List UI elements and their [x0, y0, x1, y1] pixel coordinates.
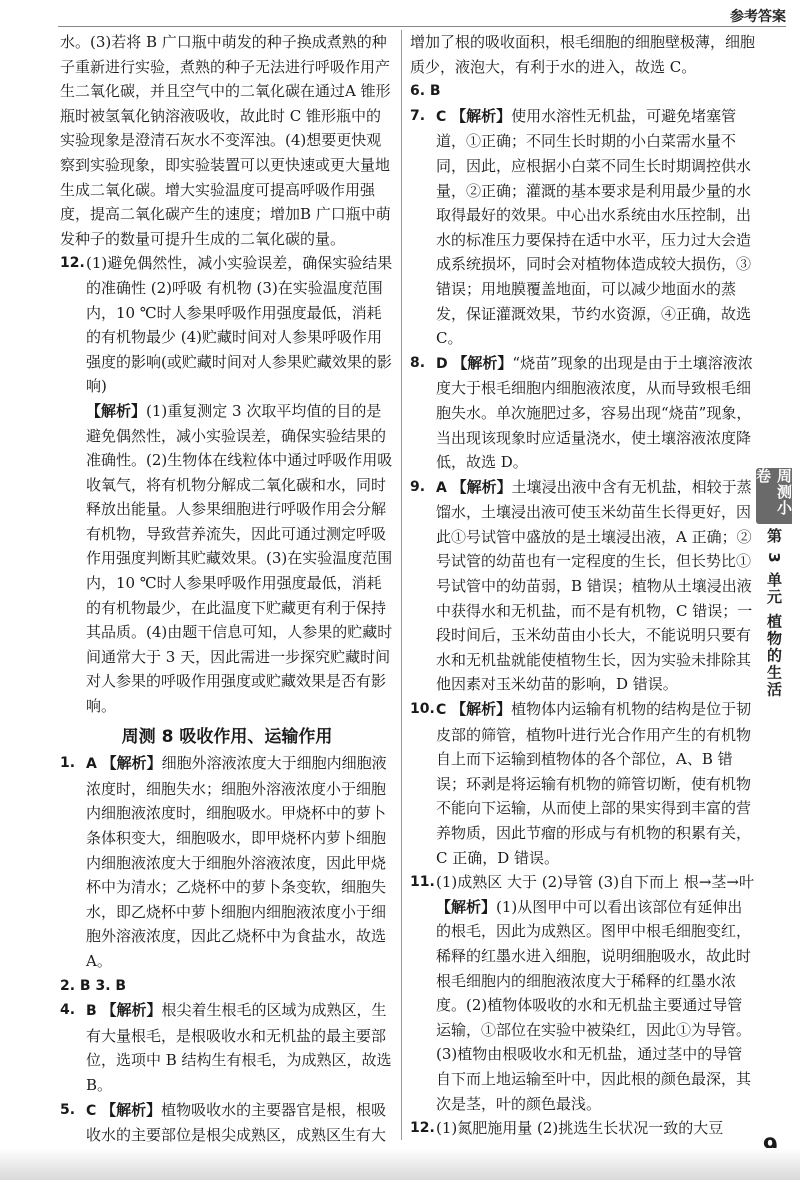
q8-jiexi: “烧苗”现象的出现是由于土壤溶液浓度大于根毛细胞内细胞液浓度，从而导致根毛细胞失水。单次施肥过多，容易出现“烧苗”现象，当出现该现象时应适量浇水，使土壤溶液浓度降低，故选 D。 [436, 353, 753, 472]
q1-answer: A [86, 756, 97, 773]
page-header-title: 参考答案 [730, 9, 786, 25]
q10-answer: C [436, 702, 447, 719]
q7-answer: C [436, 108, 447, 125]
q4-jiexi: 根尖着生根毛的区域为成熟区，生有大量根毛，是根吸收水和无机盐的最主要部位，选项中 B 结构生有根毛，为成熟区，故选 B。 [86, 1001, 392, 1094]
q4-jiexi-label: 【解析】 [101, 1001, 162, 1020]
left-column [60, 30, 394, 1172]
q5-continuation: 增加了根的吸收面积，根毛细胞的细胞壁极薄，细胞质少，液泡大，有利于水的进入，故选 C。 [410, 33, 756, 76]
q2-q3-answers: 2. B 3. B [60, 977, 127, 994]
q8-number: 8. [410, 354, 426, 371]
q1-jiexi-label: 【解析】 [101, 754, 162, 773]
q7-number: 7. [410, 107, 426, 124]
q5-jiexi: 植物吸收水的主要器官是根，根吸收水的主要部位是根尖成熟区，成熟区生有大 [86, 1100, 387, 1145]
section-title: 周测 8 吸收作用、运输作用 [121, 726, 333, 747]
q12b-answer: (1)氮肥施用量 (2)挑选生长状况一致的大豆 [436, 1119, 724, 1138]
q4-item [60, 998, 394, 1097]
q12b-item [410, 1116, 756, 1141]
side-tab-label: 周测小卷 [756, 468, 792, 524]
q9-answer: A [436, 479, 447, 496]
q8-item [410, 351, 756, 475]
q5-answer: C [86, 1102, 97, 1119]
right-column [410, 30, 756, 1141]
q10-jiexi: 植物体内运输有机物的结构是位于韧皮部的筛管，植物叶进行光合作用产生的有机物自上而下运输到植物体的各个部位，A、B 错误；环剥是将运输有机物的筛管切断，使有机物不能向下运输，从而使上部的果实得到丰富的营养物质，因此节瘤的形成与有机物的积累有关，C 正确，D 错误。 [436, 700, 752, 867]
q9-jiexi: 土壤浸出液中含有无机盐，相较于蒸馏水，土壤浸出液可使玉米幼苗生长得更好，因此①号试管中盛放的是土壤浸出液，A 正确；②号试管的幼苗也有一定程度的生长，但长势比①号试管中的幼苗弱，B 错误；植物从土壤浸出液中获得水和无机盐，而不是有机物，C 错误；一段时间后，玉米幼苗由小长大，不能说明只要有水和无机盐就能使植物生长，因为实验未排除其他因素对玉米幼苗的影响，D 错误。 [436, 477, 753, 694]
q5-number: 5. [60, 1101, 76, 1118]
q11-answer: (1)成熟区 大于 (2)导管 (3)自下而上 根→茎→叶 [436, 873, 754, 892]
q10-item [410, 697, 756, 870]
q12b-number: 12. [410, 1120, 435, 1137]
q1-item [60, 751, 394, 973]
q10-number: 10. [410, 701, 435, 718]
q7-item [410, 104, 756, 351]
q11-jiexi: (1)从图甲中可以看出该部位有延伸出的根毛，因此为成熟区。图甲中根毛细胞变红，稀释的红墨水进入细胞，说明细胞吸水，故此时根毛细胞内的细胞液浓度大于稀释的红墨水浓度。(2)植物体吸收的水和无机盐主要通过导管运输，①部位在实验中被染红，因此①为导管。(3)植物由根吸收水和无机盐，通过茎中的导管自下而上地运输至叶中，因此根的颜色最深，其次是茎，叶的颜色最浅。 [436, 897, 752, 1113]
q4-number: 4. [60, 1002, 76, 1019]
q5-jiexi-label: 【解析】 [101, 1100, 162, 1119]
q8-answer: D [436, 355, 448, 372]
side-tab-unit: 第 3 单元 植物的生活 [765, 528, 783, 699]
bottom-shadow [0, 1148, 800, 1180]
q11-continuation: 水。(3)若将 B 广口瓶中萌发的种子换成煮熟的种子重新进行实验，煮熟的种子无法进行呼吸作用产生二氧化碳，并且空气中的二氧化碳在通过A 锥形瓶时被氢氧化钠溶液吸收，故此时 C 锥形瓶中的实验现象是澄清石灰水不变浑浊。(4)想要更快观察到实验现象，即实验装置可以更快速或更大量地生成二氧化碳。增大实验温度可提高呼吸作用强度，提高二氧化碳产生的速度；增加B 广口瓶中萌发种子的数量可提升生成的二氧化碳的量。 [60, 33, 391, 248]
q12-answer: (1)避免偶然性，减小实验误差，确保实验结果的准确性 (2)呼吸 有机物 (3)在实验温度范围内，10 ℃时人参果呼吸作用强度最低，消耗的有机物最少 (4)贮藏时间对人参果呼吸作用强度的影响(或贮藏时间对人参果贮藏效果的影响) [86, 254, 393, 396]
q7-jiexi-label: 【解析】 [451, 106, 512, 125]
q11-jiexi-label: 【解析】 [436, 897, 497, 916]
column-divider [401, 30, 402, 1140]
q12-number: 12. [60, 255, 85, 272]
q9-item [410, 475, 756, 697]
q8-jiexi-label: 【解析】 [452, 353, 513, 372]
q4-answer: B [86, 1003, 97, 1020]
q9-jiexi-label: 【解析】 [451, 477, 512, 496]
q12-item [60, 251, 394, 718]
q12-jiexi-label: 【解析】 [86, 401, 147, 420]
q11-item [410, 870, 756, 1116]
q10-jiexi-label: 【解析】 [451, 700, 512, 719]
header-rule [58, 26, 786, 27]
q1-jiexi: 细胞外溶液浓度大于细胞内细胞液浓度时，细胞失水；细胞外溶液浓度小于细胞内细胞液浓度时，细胞吸水。甲烧杯中的萝卜条体积变大，细胞吸水，即甲烧杯内萝卜细胞内细胞液浓度大于细胞外溶液浓度，因此甲烧杯中为清水；乙烧杯中的萝卜条变软，细胞失水，即乙烧杯中萝卜细胞内细胞液浓度小于细胞外溶液浓度，因此乙烧杯中为食盐水，故选 A。 [86, 754, 387, 970]
q6-answer: 6. B [410, 83, 441, 100]
q11-number: 11. [410, 874, 435, 891]
q9-number: 9. [410, 478, 426, 495]
q12-jiexi: (1)重复测定 3 次取平均值的目的是避免偶然性，减小实验误差，确保实验结果的准确性。(2)生物体在线粒体中通过呼吸作用吸收氧气，将有机物分解成二氧化碳和水，同时释放出能量。人参果细胞进行呼吸作用会分解有机物，导致营养流失，因此可通过测定呼吸作用强度判断其贮藏效果。(3)在实验温度范围内，10 ℃时人参果呼吸作用强度最低，消耗的有机物最少，在此温度下贮藏更有利于保持其品质。(4)由题干信息可知，人参果的贮藏时间通常大于 3 天，因此需进一步探究贮藏时间对人参果的呼吸作用强度或贮藏效果是否有影响。 [86, 401, 393, 716]
q1-number: 1. [60, 755, 76, 772]
q7-jiexi: 使用水溶性无机盐，可避免堵塞管道，①正确；不同生长时期的小白菜需水量不同，因此，应根据小白菜不同生长时期调控供水量，②正确；灌溉的基本要求是利用最少量的水取得最好的效果。中心出水系统由水压控制，出水的标准压力要保持在适中水平，压力过大会造成系统损坏，同时会对植物体造成较大损伤，③错误；用地膜覆盖地面，可以减少地面水的蒸发，保证灌溉效果，节约水资源，④正确，故选 C。 [436, 106, 752, 348]
